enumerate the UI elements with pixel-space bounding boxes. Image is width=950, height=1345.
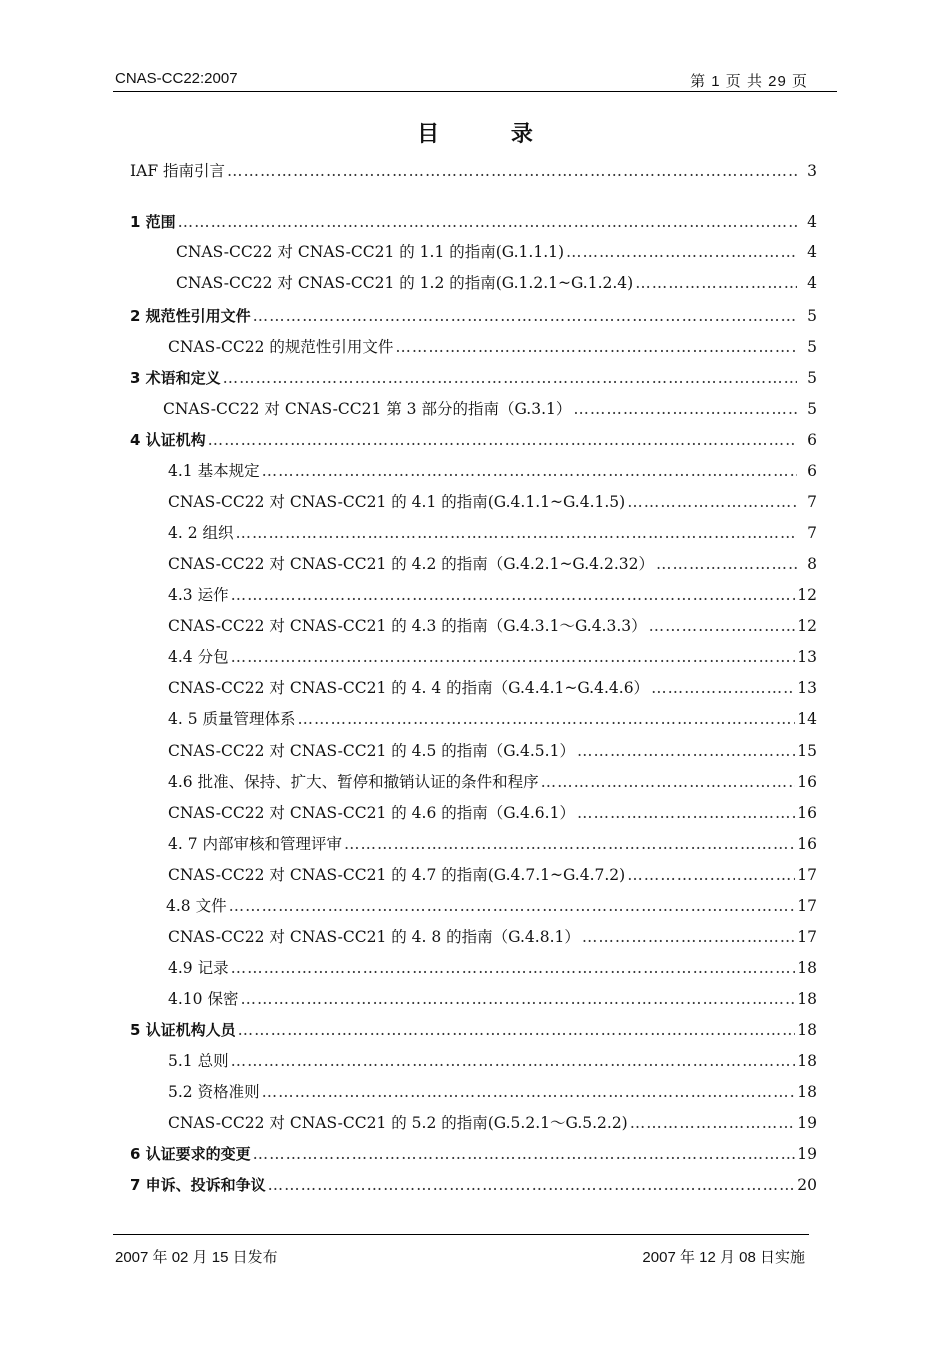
header-page-info: 第 1 页 共 29 页 (690, 73, 808, 90)
toc-leader (236, 521, 797, 545)
toc-entry-chapter-1[interactable] (130, 210, 817, 234)
toc-leader (635, 271, 797, 295)
toc-entry[interactable] (168, 832, 817, 856)
toc-page-number: 7 (807, 524, 817, 542)
toc-entry-label: 5 认证机构人员 (130, 1021, 236, 1039)
toc-entry[interactable] (168, 1111, 817, 1135)
toc-entry[interactable] (168, 645, 817, 669)
toc-leader (231, 583, 796, 607)
toc-entry[interactable] (168, 863, 817, 887)
toc-entry[interactable] (168, 335, 817, 359)
toc-entry-label: 1 范围 (130, 213, 176, 231)
toc-page-number: 16 (797, 835, 817, 853)
toc-entry-label: 4.9 记录 (168, 959, 229, 977)
toc-entry[interactable] (176, 240, 817, 264)
toc-entry[interactable] (168, 459, 817, 483)
toc-entry-label: CNAS-CC22 对 CNAS-CC21 第 3 部分的指南（G.3.1） (163, 400, 572, 418)
toc-page-number: 12 (797, 586, 817, 604)
toc-leader (627, 490, 797, 514)
toc-leader (298, 707, 796, 731)
toc-entry-label: 6 认证要求的变更 (130, 1145, 251, 1163)
toc-leader (651, 676, 795, 700)
toc-entry-label: CNAS-CC22 的规范性引用文件 (168, 338, 394, 356)
toc-entry[interactable] (176, 271, 817, 295)
toc-entry[interactable] (168, 1049, 817, 1073)
toc-page-number: 17 (797, 866, 817, 884)
toc-entry-label: 4. 2 组织 (168, 524, 234, 542)
toc-page-number: 18 (797, 1052, 817, 1070)
toc-page-number: 13 (797, 679, 817, 697)
toc-entry[interactable] (168, 956, 817, 980)
toc-leader (178, 210, 797, 234)
toc-leader (231, 645, 796, 669)
toc-page-number: 18 (797, 990, 817, 1008)
toc-leader (231, 956, 796, 980)
toc-leader (227, 159, 797, 183)
toc-entry-chapter-6[interactable] (130, 1142, 817, 1166)
toc-entry-label: 4. 7 内部审核和管理评审 (168, 835, 343, 853)
toc-entry-label: CNAS-CC22 对 CNAS-CC21 的 1.2 的指南(G.1.2.1~G.1.2.4) (176, 274, 634, 292)
toc-entry-label: 4 认证机构 (130, 431, 206, 449)
toc-entry[interactable] (163, 397, 817, 421)
toc-page-number: 17 (797, 928, 817, 946)
toc-entry-label: CNAS-CC22 对 CNAS-CC21 的 4.7 的指南(G.4.7.1~G.4.7.2) (168, 866, 626, 884)
toc-page-number: 3 (807, 162, 817, 180)
toc-leader (262, 459, 797, 483)
toc-entry[interactable] (168, 801, 817, 825)
toc-leader (577, 801, 795, 825)
toc-entry-label: CNAS-CC22 对 CNAS-CC21 的 4.5 的指南（G.4.5.1） (168, 742, 575, 760)
toc-entry-label: CNAS-CC22 对 CNAS-CC21 的 4. 4 的指南（G.4.4.1~G.4.4.6） (168, 679, 650, 697)
toc-entry[interactable] (168, 925, 817, 949)
toc-page-number: 19 (797, 1114, 817, 1132)
toc-leader (231, 1049, 796, 1073)
toc-page-number: 13 (797, 648, 817, 666)
toc-leader (262, 1080, 796, 1104)
toc-page-number: 6 (807, 431, 817, 449)
toc-entry-label: 7 申诉、投诉和争议 (130, 1176, 266, 1194)
toc-leader (577, 739, 795, 763)
toc-page-number: 5 (807, 338, 817, 356)
toc-leader (223, 366, 797, 390)
toc-page-number: 14 (797, 710, 817, 728)
toc-page-number: 12 (797, 617, 817, 635)
toc-entry-label: CNAS-CC22 对 CNAS-CC21 的 4.1 的指南(G.4.1.1~G.4.1.5) (168, 493, 626, 511)
toc-entry-label: 4.3 运作 (168, 586, 229, 604)
toc-entry-label: 4.4 分包 (168, 648, 229, 666)
toc-page-number: 6 (807, 462, 817, 480)
toc-page-number: 19 (797, 1145, 817, 1163)
toc-entry-label: CNAS-CC22 对 CNAS-CC21 的 4.3 的指南（G.4.3.1～G.4.3.3） (168, 617, 647, 635)
toc-leader (395, 335, 797, 359)
footer-effective-date: 2007 年 12 月 08 日实施 (642, 1249, 805, 1266)
toc-entry-chapter-7[interactable] (130, 1173, 817, 1197)
footer-rule (113, 1234, 809, 1235)
page-title: 目 录 (417, 122, 565, 147)
toc-page-number: 4 (807, 274, 817, 292)
header-doc-id: CNAS-CC22:2007 (115, 70, 238, 87)
toc-page-number: 15 (797, 742, 817, 760)
toc-entry-label: 3 术语和定义 (130, 369, 221, 387)
toc-entry[interactable] (168, 490, 817, 514)
toc-leader (253, 1142, 796, 1166)
toc-leader (238, 1018, 796, 1042)
toc-page-number: 7 (807, 493, 817, 511)
footer-publish-date: 2007 年 02 月 15 日发布 (115, 1249, 278, 1266)
toc-entry-chapter-2[interactable] (130, 304, 817, 328)
toc-entry-label: CNAS-CC22 对 CNAS-CC21 的 4. 8 的指南（G.4.8.1） (168, 928, 580, 946)
toc-entry[interactable] (168, 707, 817, 731)
toc-entry-chapter-4[interactable] (130, 428, 817, 452)
toc-entry-label: 4. 5 质量管理体系 (168, 710, 296, 728)
toc-entry-label: CNAS-CC22 对 CNAS-CC21 的 4.2 的指南（G.4.2.1~G.4.2.32） (168, 555, 654, 573)
toc-leader (240, 987, 795, 1011)
toc-entry-label: CNAS-CC22 对 CNAS-CC21 的 1.1 的指南(G.1.1.1) (176, 243, 565, 261)
toc-entry-label: IAF 指南引言 (130, 162, 225, 180)
toc-entry[interactable] (168, 552, 817, 576)
toc-entry-label: 4.10 保密 (168, 990, 239, 1008)
toc-entry-label: 5.2 资格准则 (168, 1083, 260, 1101)
toc-entry-label: 4.6 批准、保持、扩大、暂停和撤销认证的条件和程序 (168, 773, 539, 791)
toc-leader (253, 304, 797, 328)
toc-entry-label: CNAS-CC22 对 CNAS-CC21 的 4.6 的指南（G.4.6.1） (168, 804, 575, 822)
toc-page-number: 18 (797, 1021, 817, 1039)
toc-entry-chapter-3[interactable] (130, 366, 817, 390)
toc-entry[interactable] (168, 521, 817, 545)
toc-leader (541, 770, 796, 794)
toc-leader (649, 614, 796, 638)
toc-page-number: 5 (807, 369, 817, 387)
toc-page-number: 8 (807, 555, 817, 573)
toc-page-number: 4 (807, 243, 817, 261)
toc-entry-label: CNAS-CC22 对 CNAS-CC21 的 5.2 的指南(G.5.2.1～G.5.2.2) (168, 1114, 628, 1132)
toc-page-number: 5 (807, 400, 817, 418)
toc-entry-chapter-5[interactable] (130, 1018, 817, 1042)
toc-page-number: 20 (797, 1176, 817, 1194)
toc-page-number: 18 (797, 1083, 817, 1101)
toc-leader (268, 1173, 796, 1197)
toc-entry[interactable] (168, 987, 817, 1011)
toc-entry-label: 4.1 基本规定 (168, 462, 260, 480)
toc-page-number: 17 (797, 897, 817, 915)
toc-leader (229, 894, 796, 918)
toc-entry[interactable] (168, 1080, 817, 1104)
toc-leader (566, 240, 797, 264)
toc-entry[interactable] (168, 583, 817, 607)
toc-leader (627, 863, 795, 887)
toc-entry[interactable] (168, 770, 817, 794)
toc-leader (630, 1111, 796, 1135)
toc-leader (344, 832, 795, 856)
toc-entry[interactable] (168, 739, 817, 763)
toc-page-number: 16 (797, 773, 817, 791)
toc-entry-label: 2 规范性引用文件 (130, 307, 251, 325)
toc-leader (573, 397, 797, 421)
toc-entry[interactable] (168, 614, 817, 638)
toc-entry-intro[interactable] (130, 159, 817, 183)
toc-entry[interactable] (166, 894, 817, 918)
toc-entry[interactable] (168, 676, 817, 700)
toc-page-number: 5 (807, 307, 817, 325)
toc-leader (582, 925, 795, 949)
toc-page-number: 16 (797, 804, 817, 822)
toc-leader (208, 428, 797, 452)
toc-entry-label: 5.1 总则 (168, 1052, 229, 1070)
toc-page-number: 4 (807, 213, 817, 231)
toc-page-number: 18 (797, 959, 817, 977)
toc-leader (656, 552, 797, 576)
toc-entry-label: 4.8 文件 (166, 897, 227, 915)
